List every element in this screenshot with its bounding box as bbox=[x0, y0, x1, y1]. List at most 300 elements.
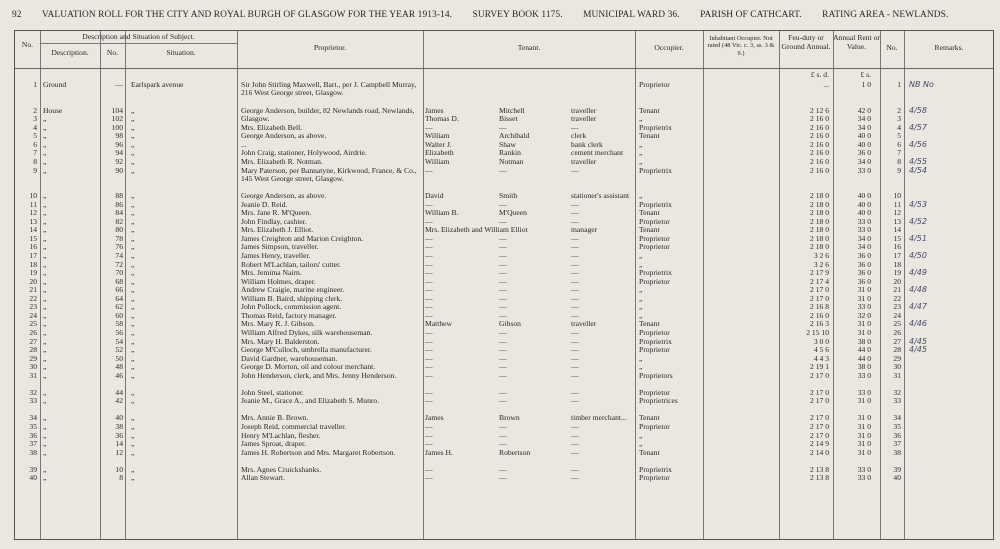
tenant-forename-cell: — bbox=[425, 233, 433, 243]
feu-duty-cell: 2 16 0 bbox=[810, 131, 829, 141]
proprietor-cell: Thomas Reid, factory manager. bbox=[241, 310, 337, 320]
annual-rent-cell: 34 0 bbox=[857, 156, 871, 166]
tenant-occupation-cell: cement merchant bbox=[571, 148, 624, 158]
situation-cell: „ bbox=[131, 387, 135, 397]
tenant-occupation-cell: — bbox=[571, 285, 579, 295]
house-number-cell: 90 bbox=[115, 165, 123, 175]
situation-cell: „ bbox=[131, 276, 135, 286]
description-cell: „ bbox=[43, 473, 47, 483]
description-cell: „ bbox=[43, 362, 47, 372]
situation-cell: „ bbox=[131, 114, 135, 124]
handwritten-remark: 4/54 bbox=[909, 165, 927, 175]
tenant-forename-cell: William B. bbox=[425, 208, 459, 218]
tenant-occupation-cell: — bbox=[571, 302, 579, 312]
tenant-occupation-cell: — bbox=[571, 327, 579, 337]
row-number-right: 5 bbox=[897, 131, 901, 141]
proprietor-cell: George Anderson, builder, 82 Newlands road, Newlands, Glasgow. bbox=[241, 105, 415, 124]
tenant-surname-cell: — bbox=[499, 199, 507, 209]
row-number-right: 20 bbox=[893, 276, 901, 286]
row-number-right: 38 bbox=[893, 447, 901, 457]
row-number: 12 bbox=[29, 208, 37, 218]
row-number-right: 12 bbox=[893, 208, 901, 218]
handwritten-remark: 4/51 bbox=[909, 233, 927, 243]
feu-duty-cell: 3 2 6 bbox=[813, 259, 829, 269]
row-number-right: 17 bbox=[893, 251, 901, 260]
tenant-surname-cell: — bbox=[499, 122, 507, 132]
proprietor-cell: James H. Robertson and Mrs. Margaret Robertson. bbox=[241, 447, 396, 457]
feu-duty-cell: 2 16 0 bbox=[810, 310, 829, 320]
row-number-right: 10 bbox=[893, 191, 901, 201]
proprietor-cell: Mrs. Mary R. J. Gibson. bbox=[241, 319, 315, 329]
tenant-surname-cell: — bbox=[499, 251, 507, 260]
occupier-cell: „ bbox=[639, 353, 643, 363]
tenant-forename-cell: Elizabeth bbox=[425, 148, 454, 158]
row-number-right: 15 bbox=[893, 233, 901, 243]
tenant-surname-cell: — bbox=[499, 216, 507, 226]
feu-duty-cell: 2 17 9 bbox=[810, 268, 829, 278]
feu-duty-cell: 2 13 8 bbox=[810, 464, 829, 474]
row-number-right: 23 bbox=[893, 302, 901, 312]
feu-money-units: £ s. d. bbox=[810, 70, 829, 79]
situation-cell: „ bbox=[131, 293, 135, 303]
row-number: 23 bbox=[29, 302, 37, 312]
proprietor-cell: Mrs. Elizabeth R. Notman. bbox=[241, 156, 323, 166]
annual-rent-cell: 40 0 bbox=[857, 139, 871, 149]
house-number-cell: 36 bbox=[115, 430, 123, 440]
feu-duty-cell: 2 18 0 bbox=[810, 191, 829, 201]
occupier-cell: „ bbox=[639, 191, 643, 201]
feu-duty-cell: 2 17 0 bbox=[810, 422, 829, 431]
occupier-cell: Proprietor bbox=[639, 233, 670, 243]
description-cell: „ bbox=[43, 225, 47, 235]
situation-cell: „ bbox=[131, 105, 135, 115]
annual-rent-cell: 31 0 bbox=[857, 396, 871, 406]
situation-cell: „ bbox=[131, 191, 135, 201]
tenant-forename-cell: Thomas D. bbox=[425, 114, 459, 124]
feu-duty-cell: 3 2 6 bbox=[813, 251, 829, 260]
proprietor-cell: George D. Morton, oil and colour merchant. bbox=[241, 362, 376, 372]
tenant-surname-cell: — bbox=[499, 242, 507, 252]
occupier-cell: Proprietrix bbox=[639, 122, 672, 132]
handwritten-remark: 4/56 bbox=[909, 139, 927, 149]
annual-rent-cell: 31 0 bbox=[857, 327, 871, 337]
tenant-surname-cell: — bbox=[499, 353, 507, 363]
feu-duty-cell: 2 18 0 bbox=[810, 242, 829, 252]
tenant-surname-cell: — bbox=[499, 387, 507, 397]
row-number-right: 2 bbox=[897, 105, 901, 115]
occupier-cell: Proprietor bbox=[639, 216, 670, 226]
annual-rent-cell: 40 0 bbox=[857, 131, 871, 141]
handwritten-remark: 4/46 bbox=[909, 319, 927, 329]
row-number-right: 13 bbox=[893, 216, 901, 226]
feu-duty-cell: 2 18 0 bbox=[810, 208, 829, 218]
tenant-occupation-cell: clerk bbox=[571, 131, 587, 141]
tenant-occupation-cell: — bbox=[571, 242, 579, 252]
situation-cell: „ bbox=[131, 319, 135, 329]
tenant-forename-cell: — bbox=[425, 345, 433, 355]
description-cell: „ bbox=[43, 413, 47, 423]
tenant-occupation-cell: — bbox=[571, 122, 579, 132]
situation-cell: „ bbox=[131, 336, 135, 346]
row-number: 30 bbox=[29, 362, 37, 372]
tenant-forename-cell: — bbox=[425, 302, 433, 312]
row-number: 39 bbox=[29, 464, 37, 474]
annual-rent-cell: 31 0 bbox=[857, 430, 871, 440]
occupier-cell: „ bbox=[639, 139, 643, 149]
survey-book: SURVEY BOOK 1175. bbox=[472, 10, 563, 20]
tenant-occupation-cell: traveller bbox=[571, 114, 597, 124]
situation-cell: „ bbox=[131, 199, 135, 209]
feu-duty-cell: 2 18 0 bbox=[810, 233, 829, 243]
situation-cell: „ bbox=[131, 302, 135, 312]
feu-duty-cell: ... bbox=[823, 80, 829, 89]
column-rule bbox=[703, 31, 704, 539]
tenant-surname-cell: — bbox=[499, 396, 507, 406]
annual-rent-cell: 1 0 bbox=[861, 80, 871, 89]
situation-cell: „ bbox=[131, 216, 135, 226]
header-tenant: Tenant. bbox=[517, 43, 541, 52]
tenant-forename-cell: — bbox=[425, 464, 433, 474]
proprietor-cell: John Craig, stationer, Holywood, Airdrie. bbox=[241, 148, 367, 158]
row-number-right: 6 bbox=[897, 139, 901, 149]
feu-duty-cell: 2 17 0 bbox=[810, 387, 829, 397]
row-number: 19 bbox=[29, 268, 37, 278]
situation-cell: „ bbox=[131, 310, 135, 320]
house-number-cell: 72 bbox=[115, 259, 123, 269]
house-number-cell: 12 bbox=[115, 447, 123, 457]
occupier-cell: Proprietor bbox=[639, 242, 670, 252]
situation-cell: „ bbox=[131, 370, 135, 380]
house-number-cell: 94 bbox=[115, 148, 123, 158]
description-cell: „ bbox=[43, 251, 47, 260]
proprietor-cell: ... bbox=[241, 139, 247, 149]
row-number-right: 28 bbox=[893, 345, 901, 355]
tenant-occupation-cell: — bbox=[571, 208, 579, 218]
occupier-cell: Tenant bbox=[639, 105, 660, 115]
feu-duty-cell: 3 0 0 bbox=[813, 336, 829, 346]
occupier-cell: Tenant bbox=[639, 319, 660, 329]
handwritten-remark: 4/58 bbox=[909, 105, 927, 115]
situation-cell: „ bbox=[131, 464, 135, 474]
feu-duty-cell: 2 17 4 bbox=[810, 276, 829, 286]
description-cell: „ bbox=[43, 233, 47, 243]
row-number-right: 25 bbox=[893, 319, 901, 329]
header-description-group: Description and Situation of Subject. bbox=[82, 32, 195, 41]
occupier-cell: Tenant bbox=[639, 413, 660, 423]
tenant-forename-cell: James bbox=[425, 105, 444, 115]
row-number: 7 bbox=[33, 148, 37, 158]
tenant-surname-cell: Smith bbox=[499, 191, 518, 201]
description-cell: „ bbox=[43, 439, 47, 449]
row-number-right: 3 bbox=[897, 114, 901, 124]
house-number-cell: 100 bbox=[111, 122, 123, 132]
proprietor-cell: Mrs. Jane R. M'Queen. bbox=[241, 208, 312, 218]
row-number: 16 bbox=[29, 242, 37, 252]
occupier-cell: „ bbox=[639, 148, 643, 158]
description-cell: „ bbox=[43, 396, 47, 406]
situation-cell: „ bbox=[131, 259, 135, 269]
situation-cell: „ bbox=[131, 251, 135, 260]
row-number: 14 bbox=[29, 225, 37, 235]
annual-rent-cell: 33 0 bbox=[857, 464, 871, 474]
row-number-right: 9 bbox=[897, 165, 901, 175]
description-cell: House bbox=[43, 105, 63, 115]
row-number: 33 bbox=[29, 396, 37, 406]
column-rule bbox=[125, 31, 126, 539]
tenant-occupation-cell: traveller bbox=[571, 105, 597, 115]
situation-cell: „ bbox=[131, 233, 135, 243]
description-cell: „ bbox=[43, 139, 47, 149]
feu-duty-cell: 2 16 0 bbox=[810, 148, 829, 158]
tenant-surname-cell: Archibald bbox=[499, 131, 530, 141]
tenant-occupation-cell: — bbox=[571, 259, 579, 269]
description-cell: „ bbox=[43, 464, 47, 474]
situation-cell: Earlspark avenue bbox=[131, 80, 184, 89]
row-number: 29 bbox=[29, 353, 37, 363]
house-number-cell: 76 bbox=[115, 242, 123, 252]
header-remarks: Remarks. bbox=[934, 43, 964, 52]
tenant-surname-cell: — bbox=[499, 430, 507, 440]
tenant-occupation-cell: — bbox=[571, 370, 579, 380]
annual-rent-cell: 31 0 bbox=[857, 422, 871, 431]
page-heading bbox=[12, 10, 992, 20]
annual-rent-cell: 31 0 bbox=[857, 293, 871, 303]
house-number-cell: 104 bbox=[111, 105, 123, 115]
handwritten-remark: 4/45 bbox=[909, 345, 927, 355]
description-cell: „ bbox=[43, 302, 47, 312]
proprietor-cell: Mary Paterson, per Bannatyne, Kirkwood, France, & Co., 145 West George street, Glasgow. bbox=[241, 165, 417, 183]
feu-duty-cell: 2 12 6 bbox=[810, 105, 829, 115]
annual-rent-cell: 31 0 bbox=[857, 319, 871, 329]
proprietor-cell: Mrs. Mary H. Balderston. bbox=[241, 336, 320, 346]
handwritten-remark: 4/57 bbox=[909, 122, 927, 132]
situation-cell: „ bbox=[131, 208, 135, 218]
row-number: 40 bbox=[29, 473, 37, 483]
situation-cell: „ bbox=[131, 473, 135, 483]
tenant-surname-cell: Bisset bbox=[499, 114, 518, 124]
description-cell: „ bbox=[43, 259, 47, 269]
annual-rent-cell: 38 0 bbox=[857, 336, 871, 346]
tenant-occupation-cell: traveller bbox=[571, 156, 597, 166]
tenant-forename-cell: — bbox=[425, 276, 433, 286]
description-cell: „ bbox=[43, 199, 47, 209]
tenant-forename-cell: Walter J. bbox=[425, 139, 452, 149]
tenant-occupation-cell: bank clerk bbox=[571, 139, 603, 149]
description-cell: „ bbox=[43, 276, 47, 286]
house-number-cell: 66 bbox=[115, 285, 123, 295]
tenant-occupation-cell: — bbox=[571, 268, 579, 278]
occupier-cell: Proprietor bbox=[639, 327, 670, 337]
handwritten-remark: 4/50 bbox=[909, 251, 927, 260]
feu-duty-cell: 2 16 0 bbox=[810, 156, 829, 166]
tenant-surname-cell: — bbox=[499, 345, 507, 355]
tenant-forename-cell: Matthew bbox=[425, 319, 452, 329]
row-number-right: 19 bbox=[893, 268, 901, 278]
tenant-occupation-cell: manager bbox=[571, 225, 598, 235]
row-number: 32 bbox=[29, 387, 37, 397]
proprietor-cell: James Henry, traveller. bbox=[241, 251, 311, 260]
occupier-cell: Tenant bbox=[639, 208, 660, 218]
tenant-occupation-cell: traveller bbox=[571, 319, 597, 329]
house-number-cell: 78 bbox=[115, 233, 123, 243]
description-cell: „ bbox=[43, 216, 47, 226]
tenant-surname-cell: — bbox=[499, 362, 507, 372]
description-cell: „ bbox=[43, 293, 47, 303]
row-number: 26 bbox=[29, 327, 37, 337]
proprietor-cell: Sir John Stirling Maxwell, Bart., per J. Campbell Murray, 216 West George street, Glasgow. bbox=[241, 80, 417, 98]
proprietor-cell: John Findlay, cashier. bbox=[241, 216, 307, 226]
tenant-occupation-cell: — bbox=[571, 430, 579, 440]
occupier-cell: Proprietor bbox=[639, 473, 670, 483]
row-number-right: 18 bbox=[893, 259, 901, 269]
description-cell: „ bbox=[43, 122, 47, 132]
header-no-2: No. bbox=[886, 43, 898, 52]
handwritten-remark: 4/53 bbox=[909, 199, 927, 209]
annual-rent-cell: 33 0 bbox=[857, 387, 871, 397]
situation-cell: „ bbox=[131, 131, 135, 141]
annual-rent-cell: 34 0 bbox=[857, 114, 871, 124]
situation-cell: „ bbox=[131, 285, 135, 295]
feu-duty-cell: 2 18 0 bbox=[810, 225, 829, 235]
row-number-right: 27 bbox=[893, 336, 901, 346]
situation-cell: „ bbox=[131, 430, 135, 440]
tenant-forename-cell: — bbox=[425, 473, 433, 483]
house-number-cell: 92 bbox=[115, 156, 123, 166]
annual-rent-cell: 33 0 bbox=[857, 216, 871, 226]
annual-rent-cell: 31 0 bbox=[857, 413, 871, 423]
proprietor-cell: John Steel, stationer. bbox=[241, 387, 304, 397]
annual-rent-cell: 34 0 bbox=[857, 122, 871, 132]
proprietor-cell: William Holmes, draper. bbox=[241, 276, 316, 286]
tenant-occupation-cell: — bbox=[571, 293, 579, 303]
feu-duty-cell: 2 18 0 bbox=[810, 216, 829, 226]
situation-cell: „ bbox=[131, 122, 135, 132]
tenant-forename-cell: — bbox=[425, 259, 433, 269]
tenant-forename-cell: — bbox=[425, 310, 433, 320]
proprietor-cell: John Henderson, clerk, and Mrs. Jenny Henderson. bbox=[241, 370, 397, 380]
row-number: 35 bbox=[29, 422, 37, 431]
row-number: 34 bbox=[29, 413, 37, 423]
situation-cell: „ bbox=[131, 268, 135, 278]
handwritten-remark: NB No bbox=[909, 80, 934, 89]
occupier-cell: „ bbox=[639, 251, 643, 260]
row-number-right: 39 bbox=[893, 464, 901, 474]
description-cell: „ bbox=[43, 114, 47, 124]
tenant-occupation-cell: — bbox=[571, 422, 579, 431]
house-number-cell: 96 bbox=[115, 139, 123, 149]
house-number-cell: 10 bbox=[115, 464, 123, 474]
row-number-right: 1 bbox=[897, 80, 901, 89]
description-cell: „ bbox=[43, 353, 47, 363]
annual-rent-cell: 38 0 bbox=[857, 362, 871, 372]
page-number: 92 bbox=[12, 10, 22, 20]
proprietor-cell: William B. Baird, shipping clerk. bbox=[241, 293, 343, 303]
situation-cell: „ bbox=[131, 242, 135, 252]
row-number: 8 bbox=[33, 156, 37, 166]
tenant-occupation-cell: — bbox=[571, 216, 579, 226]
description-cell: „ bbox=[43, 370, 47, 380]
annual-rent-cell: 40 0 bbox=[857, 199, 871, 209]
tenant-surname-cell: — bbox=[499, 473, 507, 483]
row-number-right: 32 bbox=[893, 387, 901, 397]
tenant-forename-cell: — bbox=[425, 362, 433, 372]
tenant-occupation-cell: — bbox=[571, 345, 579, 355]
row-number: 9 bbox=[33, 165, 37, 175]
tenant-occupation-cell: — bbox=[571, 353, 579, 363]
occupier-cell: Tenant bbox=[639, 447, 660, 457]
annual-rent-cell: 33 0 bbox=[857, 473, 871, 483]
header-annual-rent: Annual Rent or Value. bbox=[833, 33, 880, 51]
situation-cell: „ bbox=[131, 353, 135, 363]
tenant-occupation-cell: — bbox=[571, 387, 579, 397]
tenant-occupation-cell: — bbox=[571, 464, 579, 474]
row-number: 38 bbox=[29, 447, 37, 457]
feu-duty-cell: 2 17 0 bbox=[810, 370, 829, 380]
description-cell: „ bbox=[43, 422, 47, 431]
occupier-cell: „ bbox=[639, 302, 643, 312]
proprietor-cell: Henry M'Lachlan, flesher. bbox=[241, 430, 321, 440]
house-number-cell: 84 bbox=[115, 208, 123, 218]
tenant-forename-cell: — bbox=[425, 285, 433, 295]
tenant-surname-cell: — bbox=[499, 336, 507, 346]
proprietor-cell: Mrs. Elizabeth Bell. bbox=[241, 122, 303, 132]
annual-rent-cell: 44 0 bbox=[857, 345, 871, 355]
house-number-cell: 80 bbox=[115, 225, 123, 235]
tenant-surname-cell: Robertson bbox=[499, 447, 531, 457]
proprietor-cell: David Gardner, warehouseman. bbox=[241, 353, 338, 363]
tenant-occupation-cell: stationer's assistant bbox=[571, 191, 630, 201]
house-number-cell: 98 bbox=[115, 131, 123, 141]
row-number-right: 35 bbox=[893, 422, 901, 431]
occupier-cell: „ bbox=[639, 430, 643, 440]
occupier-cell: Proprietor bbox=[639, 345, 670, 355]
tenant-surname-cell: — bbox=[499, 293, 507, 303]
annual-rent-cell: 31 0 bbox=[857, 447, 871, 457]
feu-duty-cell: 4 5 6 bbox=[813, 345, 829, 355]
row-number-right: 4 bbox=[897, 122, 901, 132]
row-number: 18 bbox=[29, 259, 37, 269]
column-rule bbox=[833, 31, 834, 539]
occupier-cell: Proprietrix bbox=[639, 165, 672, 175]
tenant-occupation-cell: — bbox=[571, 276, 579, 286]
situation-cell: „ bbox=[131, 447, 135, 457]
tenant-surname-cell: — bbox=[499, 464, 507, 474]
row-number-right: 8 bbox=[897, 156, 901, 166]
house-number-cell: 64 bbox=[115, 293, 123, 303]
tenant-forename-cell: — bbox=[425, 242, 433, 252]
tenant-forename-cell: — bbox=[425, 387, 433, 397]
row-number: 5 bbox=[33, 131, 37, 141]
handwritten-remark: 4/48 bbox=[909, 285, 927, 295]
tenant-forename-cell: — bbox=[425, 370, 433, 380]
row-number: 13 bbox=[29, 216, 37, 226]
annual-rent-cell: 36 0 bbox=[857, 268, 871, 278]
house-number-cell: 70 bbox=[115, 268, 123, 278]
annual-rent-cell: 34 0 bbox=[857, 233, 871, 243]
annual-rent-cell: 36 0 bbox=[857, 251, 871, 260]
row-number-right: 14 bbox=[893, 225, 901, 235]
tenant-surname-cell: — bbox=[499, 285, 507, 295]
description-cell: „ bbox=[43, 336, 47, 346]
occupier-cell: Proprietor bbox=[639, 276, 670, 286]
row-number: 27 bbox=[29, 336, 37, 346]
row-number: 11 bbox=[29, 199, 37, 209]
description-cell: „ bbox=[43, 148, 47, 158]
row-number-right: 21 bbox=[893, 285, 901, 295]
header-description: Description. bbox=[51, 48, 89, 57]
header-no: No. bbox=[21, 40, 34, 49]
feu-duty-cell: 2 16 0 bbox=[810, 114, 829, 124]
